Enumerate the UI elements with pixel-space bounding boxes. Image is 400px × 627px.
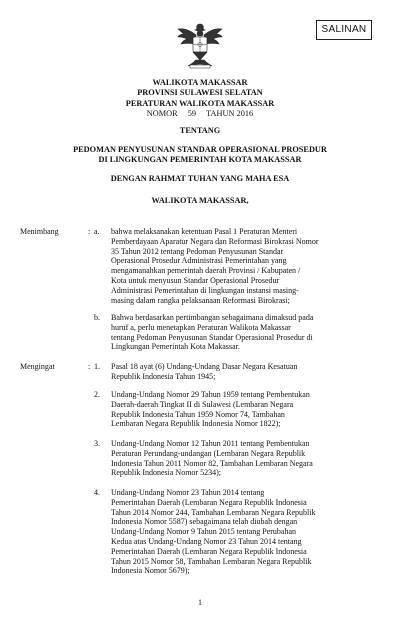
mengingat-colon: : [88,362,91,371]
text-line: mengamanahkan pemerintah daerah Provinsi / Kabupaten / [111,266,301,276]
subject-line-1: PEDOMAN PENYUSUNAN STANDAR OPERASIONAL PROSEDUR [73,145,327,154]
text-line: Peraturan Perundang-undangan (Lembaran Negara Republik [111,448,306,458]
text-line: Republik Indonesia Nomor 5234); [111,468,221,478]
nomor-value: 59 [187,109,197,118]
regulation-title: PERATURAN WALIKOTA MAKASSAR [125,99,275,108]
text-line: Kedua atas Undang-Undang Nomor 23 Tahun 2014 tentang [111,536,302,546]
menimbang-colon: : [88,227,91,236]
mengingat-item-2 [111,390,375,429]
text-line: Pemerintahan Daerah (Lembaran Negara Republik Indonesia [111,497,307,507]
header-walikota: WALIKOTA MAKASSAR [152,78,248,87]
text-line: bahwa melaksanakan ketentuan Pasal 1 Peraturan Menteri [111,227,298,236]
text-line: huruf a, perlu menetapkan Peraturan Walikota Makassar [111,322,291,332]
text-line: Undang-Undang Nomor 12 Tahun 2011 tentang Pembentukan [111,439,310,448]
text-line: Indonesia Nomor 5679); [111,566,190,576]
mengingat-label: Mengingat [20,362,55,371]
text-line: Daerah-daerah Tingkat II di Sulawesi (Lembaran Negara [111,399,294,409]
nomor-label: NOMOR [146,109,178,118]
subject-line-2: DI LINGKUNGAN PEMERINTAH KOTA MAKASSAR [98,155,302,164]
header-provinsi: PROVINSI SULAWESI SELATAN [137,88,263,97]
text-line: Bahwa berdasarkan pertimbangan sebagaimana dimaksud pada [111,313,314,322]
regulation-subject [0,145,400,165]
page-number: 1 [198,598,202,607]
text-line: Tahun 2014 Nomor 244, Tambahan Lembaran Negara Republik [111,507,316,517]
mengingat-item-mark: 3. [94,439,100,448]
text-line: Indonesia Nomor 5587) sebagaimana telah diubah dengan [111,517,298,527]
text-line: Pemerintahan Daerah (Lembaran Negara Republik Indonesia [111,546,307,556]
mengingat-item-mark: 1. [94,362,100,371]
text-line: tentang Pedoman Penyusunan Standar Operasional Prosedur di [111,332,313,342]
mengingat-item-mark: 4. [94,488,100,497]
tahun-label: TAHUN 2016 [206,109,254,118]
menimbang-item-a [111,227,375,305]
text-line: Pemberdayaan Aparatur Negara dan Reformasi Birokrasi Nomor [111,236,319,246]
menimbang-item-b [111,313,375,352]
text-line: 35 Tahun 2012 tentang Pedoman Penyusunan Standar [111,246,284,256]
text-line: Pasal 18 ayat (6) Undang-Undang Dasar Negara Kesatuan [111,362,298,371]
text-line: Republik Indonesia Tahun 1959 Nomor 74, Tambahan [111,409,285,419]
text-line: Indonesia Tahun 2011 Nomor 82, Tambahan Lembaran Negara [111,458,313,468]
walikota-line: WALIKOTA MAKASSAR, [151,196,249,205]
text-line: masing dalam rangka pelaksanaan Reformasi Birokrasi; [111,295,290,305]
text-line: Lingkungan Pemerintah Kota Makassar. [111,342,240,352]
menimbang-item-mark: a. [94,227,100,236]
text-line: Kota untuk menyusun Standar Operasional Prosedur [111,275,280,285]
rahmat-line: DENGAN RAHMAT TUHAN YANG MAHA ESA [110,174,290,183]
text-line: Lembaran Negara Republik Indonesia Nomor 1822); [111,419,281,429]
garuda-emblem-icon [176,20,224,70]
mengingat-item-3 [111,439,375,478]
text-line: Republik Indonesia Tahun 1945; [111,371,216,381]
mengingat-item-mark: 2. [94,390,100,399]
text-line: Tahun 2015 Nomor 58, Tambahan Lembaran Negara Republik [111,556,312,566]
text-line: Operasional Prosedur Administrasi Pemerintahan yang [111,256,287,266]
text-line: Undang-Undang Nomor 23 Tahun 2014 tentang [111,488,265,497]
menimbang-item-mark: b. [94,313,100,322]
mengingat-item-1 [111,362,375,382]
tentang-label: TENTANG [179,126,221,135]
text-line: Administrasi Pemerintahan di lingkungan instansi masing- [111,285,299,295]
document-header [0,78,400,98]
text-line: Undang-Undang Nomor 9 Tahun 2015 tentang Perubahan [111,527,297,537]
text-line: Undang-Undang Nomor 29 Tahun 1959 tentang Pembentukan [111,390,310,399]
regulation-heading [0,99,400,119]
salinan-stamp: SALINAN [316,20,372,40]
menimbang-label: Menimbang [20,227,59,236]
regulation-number-line [0,109,400,119]
mengingat-item-4 [111,488,375,576]
